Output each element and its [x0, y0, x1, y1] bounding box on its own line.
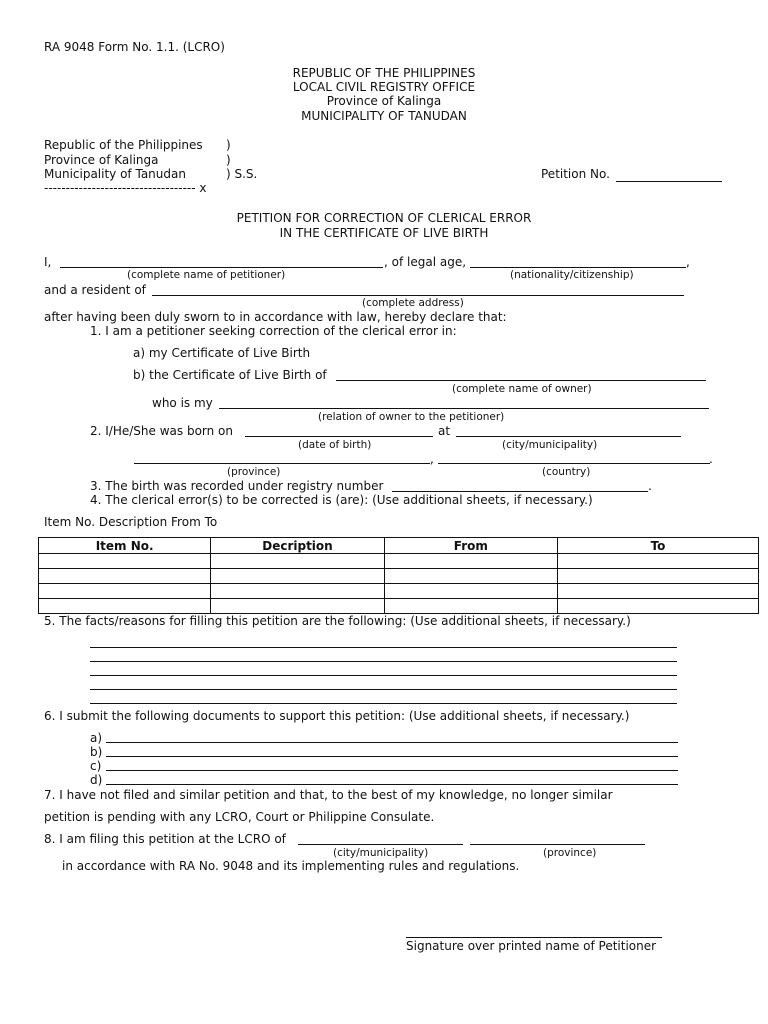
item-5: 5. The facts/reasons for filling this petition are the following: (Use additional sheets, if necessary.): [44, 614, 631, 628]
column-header: Decription: [211, 538, 384, 554]
signature-label: Signature over printed name of Petitioner: [406, 939, 657, 953]
table-cell[interactable]: [557, 584, 758, 599]
correction-table: [38, 537, 759, 614]
registry-period: .: [648, 479, 652, 493]
table-cell[interactable]: [557, 599, 758, 614]
table-cell[interactable]: [211, 584, 384, 599]
province-caption: (province): [227, 466, 281, 478]
venue-ss: ) S.S.: [226, 167, 258, 181]
column-header: To: [557, 538, 758, 554]
document-d-field[interactable]: [106, 784, 678, 785]
item-1a: a) my Certificate of Live Birth: [133, 346, 311, 360]
table-header-row: [39, 538, 759, 554]
petitioner-name-caption: (complete name of petitioner): [127, 269, 286, 281]
lcro-city-caption: (city/municipality): [333, 847, 429, 859]
date-of-birth-caption: (date of birth): [298, 439, 372, 451]
item-7-line-2: petition is pending with any LCRO, Court or Philippine Consulate.: [44, 810, 435, 824]
table-cell[interactable]: [211, 554, 384, 569]
document-a-label: a): [90, 731, 103, 745]
item-6: 6. I submit the following documents to support this petition: (Use additional sheets, if necessary.): [44, 709, 630, 723]
intro-legal-age: , of legal age,: [384, 255, 467, 269]
facts-line[interactable]: [90, 647, 677, 648]
item-2: 2. I/He/She was born on: [90, 424, 233, 438]
table-cell[interactable]: [211, 599, 384, 614]
table-cell[interactable]: [39, 554, 211, 569]
petition-title-1: PETITION FOR CORRECTION OF CLERICAL ERROR: [236, 211, 532, 225]
intro-sworn: after having been duly sworn to in accordance with law, hereby declare that:: [44, 310, 507, 324]
venue-paren-1: ): [226, 138, 231, 152]
venue-dashes: ----------------------------------- x: [44, 181, 207, 195]
form-number: RA 9048 Form No. 1.1. (LCRO): [44, 40, 225, 54]
table-row: [39, 554, 759, 569]
item-4: 4. The clerical error(s) to be corrected is (are): (Use additional sheets, if necessary.): [90, 493, 593, 507]
header-municipality: MUNICIPALITY OF TANUDAN: [301, 109, 467, 123]
item-7-line-1: 7. I have not filed and similar petition and that, to the best of my knowledge, no longer similar: [44, 788, 613, 802]
lcro-city-field[interactable]: [298, 844, 463, 845]
header-office: LOCAL CIVIL REGISTRY OFFICE: [292, 80, 476, 94]
document-b-label: b): [90, 745, 103, 759]
item-2-at: at: [438, 424, 451, 438]
table-cell[interactable]: [384, 554, 557, 569]
header-republic: REPUBLIC OF THE PHILIPPINES: [292, 66, 476, 80]
table-cell[interactable]: [557, 554, 758, 569]
facts-line[interactable]: [90, 689, 677, 690]
venue-republic: Republic of the Philippines: [44, 138, 203, 152]
venue-paren-2: ): [226, 153, 231, 167]
lcro-province-field[interactable]: [470, 844, 645, 845]
intro-i: I,: [44, 255, 52, 269]
item-8: 8. I am filing this petition at the LCRO of: [44, 832, 286, 846]
item-8-rule: in accordance with RA No. 9048 and its implementing rules and regulations.: [62, 859, 520, 873]
item-1: 1. I am a petitioner seeking correction of the clerical error in:: [90, 324, 457, 338]
table-cell[interactable]: [384, 569, 557, 584]
document-c-field[interactable]: [106, 770, 678, 771]
document-a-field[interactable]: [106, 742, 678, 743]
nationality-caption: (nationality/citizenship): [510, 269, 634, 281]
birth-city-field[interactable]: [456, 436, 681, 437]
table-cell[interactable]: [384, 599, 557, 614]
country-caption: (country): [542, 466, 591, 478]
lcro-province-caption: (province): [543, 847, 597, 859]
table-cell[interactable]: [39, 569, 211, 584]
table-row: [39, 584, 759, 599]
document-b-field[interactable]: [106, 756, 678, 757]
date-of-birth-field[interactable]: [245, 436, 433, 437]
address-caption: (complete address): [362, 297, 464, 309]
venue-municipality: Municipality of Tanudan: [44, 167, 186, 181]
relation-field[interactable]: [219, 408, 709, 409]
owner-name-caption: (complete name of owner): [452, 383, 592, 395]
table-cell[interactable]: [557, 569, 758, 584]
relation-caption: (relation of owner to the petitioner): [318, 411, 505, 423]
facts-line[interactable]: [90, 703, 677, 704]
petition-title-2: IN THE CERTIFICATE OF LIVE BIRTH: [279, 226, 489, 240]
table-cell[interactable]: [211, 569, 384, 584]
table-cell[interactable]: [39, 584, 211, 599]
facts-line[interactable]: [90, 675, 677, 676]
table-cell[interactable]: [384, 584, 557, 599]
owner-name-field[interactable]: [336, 380, 706, 381]
country-period: .: [709, 452, 713, 466]
column-header: From: [384, 538, 557, 554]
signature-field[interactable]: [406, 937, 662, 938]
table-row: [39, 599, 759, 614]
document-c-label: c): [90, 759, 102, 773]
document-d-label: d): [90, 773, 103, 787]
table-row: [39, 569, 759, 584]
intro-resident: and a resident of: [44, 283, 146, 297]
province-comma: ,: [430, 452, 434, 466]
venue-province: Province of Kalinga: [44, 153, 159, 167]
item-3: 3. The birth was recorded under registry number: [90, 479, 384, 493]
facts-line[interactable]: [90, 661, 677, 662]
petition-no-label: Petition No.: [541, 167, 610, 181]
who-is-my-label: who is my: [152, 396, 213, 410]
item-1b: b) the Certificate of Live Birth of: [133, 368, 327, 382]
intro-comma: ,: [686, 255, 690, 269]
table-cell[interactable]: [39, 599, 211, 614]
birth-city-caption: (city/municipality): [502, 439, 598, 451]
petition-no-field[interactable]: [616, 181, 722, 182]
table-intro: Item No. Description From To: [44, 515, 218, 529]
birth-country-field[interactable]: [438, 463, 710, 464]
column-header: Item No.: [39, 538, 211, 554]
header-province: Province of Kalinga: [326, 94, 442, 108]
birth-province-field[interactable]: [134, 463, 430, 464]
registry-number-field[interactable]: [392, 491, 648, 492]
